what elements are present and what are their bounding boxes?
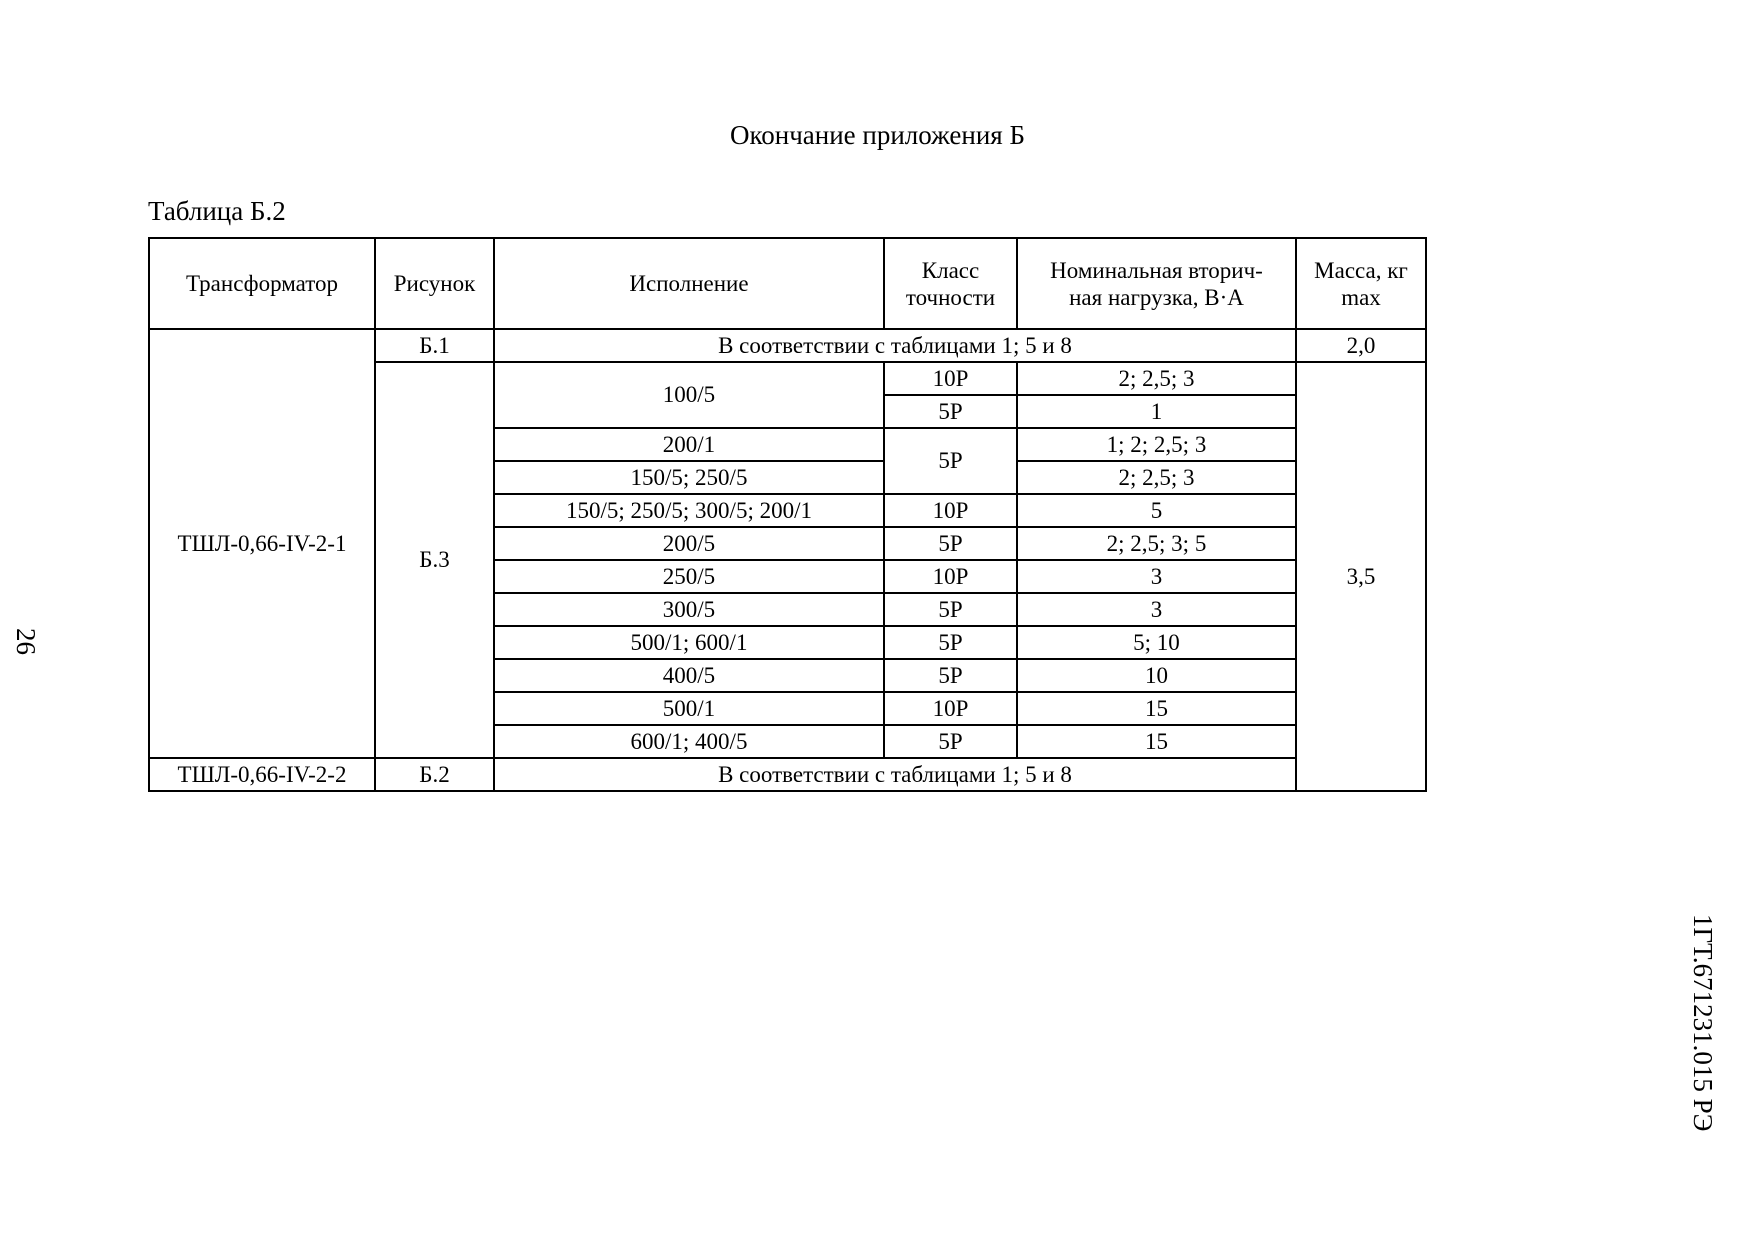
burden-cell: 3 — [1017, 593, 1296, 626]
accuracy-cell: 5Р — [884, 626, 1017, 659]
burden-cell: 15 — [1017, 725, 1296, 758]
execution-cell: 200/1 — [494, 428, 884, 461]
appendix-heading: Окончание приложения Б — [730, 120, 1025, 150]
accuracy-cell: 10Р — [884, 560, 1017, 593]
burden-cell: 15 — [1017, 692, 1296, 725]
execution-cell: 300/5 — [494, 593, 884, 626]
figure-cell: Б.3 — [375, 362, 494, 758]
header-accuracy-class: Класс точности — [884, 238, 1017, 329]
transformer-cell: ТШЛ-0,66-IV-2-2 — [149, 758, 375, 791]
accuracy-cell: 5Р — [884, 593, 1017, 626]
execution-cell: 250/5 — [494, 560, 884, 593]
burden-cell: 2; 2,5; 3 — [1017, 362, 1296, 395]
execution-cell: 100/5 — [494, 362, 884, 428]
transformer-spec-table — [148, 237, 1427, 792]
accuracy-cell: 10Р — [884, 362, 1017, 395]
header-mass: Масса, кг max — [1296, 238, 1426, 329]
burden-cell: 5 — [1017, 494, 1296, 527]
document-code: 1ГТ.671231.015 РЭ — [1688, 914, 1718, 1132]
execution-cell: 200/5 — [494, 527, 884, 560]
figure-cell: Б.1 — [375, 329, 494, 362]
burden-cell: 5; 10 — [1017, 626, 1296, 659]
accuracy-cell: 5Р — [884, 527, 1017, 560]
accuracy-cell: 5Р — [884, 659, 1017, 692]
header-execution: Исполнение — [494, 238, 884, 329]
page-number: 26 — [11, 628, 41, 655]
execution-cell: 500/1 — [494, 692, 884, 725]
accuracy-cell: 5Р — [884, 428, 1017, 494]
execution-cell: 400/5 — [494, 659, 884, 692]
table-row — [149, 329, 1426, 362]
burden-cell: 2; 2,5; 3; 5 — [1017, 527, 1296, 560]
table-row — [149, 758, 1426, 791]
table-caption: Таблица Б.2 — [148, 196, 286, 226]
accuracy-cell: 10Р — [884, 692, 1017, 725]
burden-cell: 1; 2; 2,5; 3 — [1017, 428, 1296, 461]
burden-cell: 2; 2,5; 3 — [1017, 461, 1296, 494]
header-rated-burden: Номинальная вторич- ная нагрузка, В·А — [1017, 238, 1296, 329]
execution-cell: 500/1; 600/1 — [494, 626, 884, 659]
figure-cell: Б.2 — [375, 758, 494, 791]
accuracy-cell: 10Р — [884, 494, 1017, 527]
execution-cell: 150/5; 250/5; 300/5; 200/1 — [494, 494, 884, 527]
execution-cell: 150/5; 250/5 — [494, 461, 884, 494]
reference-note-cell: В соответствии с таблицами 1; 5 и 8 — [494, 758, 1296, 791]
header-transformer: Трансформатор — [149, 238, 375, 329]
burden-cell: 3 — [1017, 560, 1296, 593]
transformer-cell: ТШЛ-0,66-IV-2-1 — [149, 329, 375, 758]
accuracy-cell: 5Р — [884, 725, 1017, 758]
reference-note-cell: В соответствии с таблицами 1; 5 и 8 — [494, 329, 1296, 362]
table-header-row — [149, 238, 1426, 329]
mass-cell: 2,0 — [1296, 329, 1426, 362]
accuracy-cell: 5Р — [884, 395, 1017, 428]
burden-cell: 1 — [1017, 395, 1296, 428]
burden-cell: 10 — [1017, 659, 1296, 692]
mass-cell: 3,5 — [1296, 362, 1426, 791]
execution-cell: 600/1; 400/5 — [494, 725, 884, 758]
header-figure: Рисунок — [375, 238, 494, 329]
